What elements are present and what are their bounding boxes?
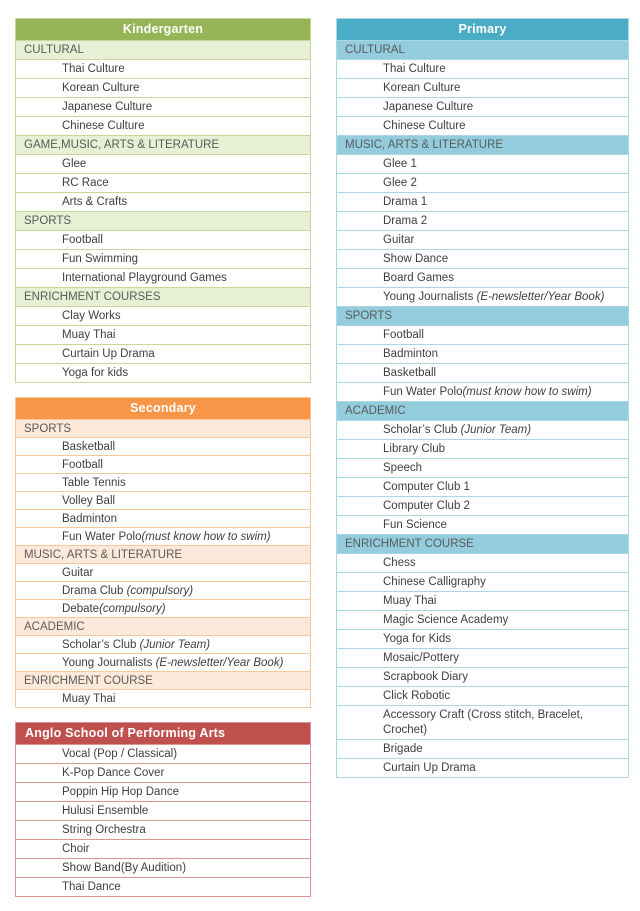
kindergarten-table	[15, 18, 311, 383]
activity-item	[337, 458, 628, 477]
activity-label: Basketball	[383, 367, 437, 379]
activity-item	[16, 455, 310, 473]
activity-note: (compulsory)	[126, 585, 194, 597]
activity-item	[16, 820, 310, 839]
activity-item	[16, 563, 310, 581]
activity-label: Football	[383, 329, 424, 341]
activity-item	[16, 363, 310, 382]
activity-note: (compulsory)	[99, 603, 166, 615]
activity-label: Glee 1	[383, 158, 417, 170]
left-column	[15, 18, 311, 911]
activity-label: Korean Culture	[62, 82, 140, 94]
activity-item	[337, 325, 628, 344]
activity-item	[337, 686, 628, 705]
activity-label: Thai Dance	[62, 881, 121, 893]
activity-label: Accessory Craft (Cross stitch, Bracelet, Crochet)	[383, 709, 584, 736]
activity-label: Scholar’s Club	[383, 424, 461, 436]
activity-item	[337, 667, 628, 686]
activity-label: Scholar’s Club	[62, 639, 140, 651]
activity-label: Show Band(By Audition)	[62, 862, 187, 874]
activity-label: Thai Culture	[62, 63, 125, 75]
activity-item	[337, 268, 628, 287]
activity-label: Chinese Calligraphy	[383, 576, 486, 588]
activity-note: (must know how to swim)	[462, 386, 592, 398]
activity-item	[337, 758, 628, 777]
activity-label: Japanese Culture	[62, 101, 153, 113]
activity-item	[16, 509, 310, 527]
activity-label: Korean Culture	[383, 82, 461, 94]
activity-item	[337, 496, 628, 515]
activity-label: Drama 2	[383, 215, 428, 227]
activity-item	[337, 439, 628, 458]
activity-label: K-Pop Dance Cover	[62, 767, 165, 779]
section-heading: ACADEMIC	[16, 617, 310, 635]
section-heading: ACADEMIC	[337, 401, 628, 420]
secondary-table	[15, 397, 311, 708]
activity-label: Board Games	[383, 272, 454, 284]
activity-label: Fun Swimming	[62, 253, 139, 265]
activity-item	[16, 653, 310, 671]
activity-label: Computer Club 2	[383, 500, 470, 512]
activity-item	[16, 689, 310, 707]
activity-item	[16, 839, 310, 858]
activity-item	[16, 249, 310, 268]
section-heading: SPORTS	[337, 306, 628, 325]
activity-item	[337, 230, 628, 249]
activity-item	[16, 97, 310, 116]
activity-label: Fun Water Polo	[383, 386, 463, 398]
activity-label: Volley Ball	[62, 495, 116, 507]
activity-label: Yoga for kids	[62, 367, 129, 379]
activity-item	[16, 763, 310, 782]
activity-item	[337, 515, 628, 534]
activity-item	[16, 268, 310, 287]
activity-item	[337, 363, 628, 382]
activity-item	[337, 648, 628, 667]
activity-label: Basketball	[62, 441, 116, 453]
activity-label: Debate	[62, 603, 100, 615]
activity-label: Drama 1	[383, 196, 428, 208]
activity-item	[337, 116, 628, 135]
activity-item	[337, 59, 628, 78]
activity-label: Arts & Crafts	[62, 196, 128, 208]
anglo-school-rows	[16, 744, 310, 896]
activity-label: Clay Works	[62, 310, 121, 322]
activity-label: Vocal (Pop / Classical)	[62, 748, 178, 760]
activity-item	[337, 211, 628, 230]
activity-label: Hulusi Ensemble	[62, 805, 149, 817]
activity-item	[337, 629, 628, 648]
activity-item	[337, 610, 628, 629]
activity-item	[337, 192, 628, 211]
right-column	[336, 18, 629, 792]
anglo-school-table	[15, 722, 311, 897]
secondary-rows	[16, 419, 310, 707]
activity-item	[16, 116, 310, 135]
section-heading: CULTURAL	[337, 40, 628, 59]
activity-label: Chinese Culture	[62, 120, 145, 132]
activity-label: Football	[62, 459, 103, 471]
activity-item	[16, 858, 310, 877]
section-heading: SPORTS	[16, 211, 310, 230]
activity-label: Japanese Culture	[383, 101, 474, 113]
activity-label: Chess	[383, 557, 416, 569]
activity-label: Muay Thai	[62, 693, 116, 705]
activity-label: Choir	[62, 843, 90, 855]
kindergarten-header: Kindergarten	[16, 19, 310, 40]
activity-item	[16, 173, 310, 192]
activity-item	[16, 877, 310, 896]
activity-label: Muay Thai	[62, 329, 116, 341]
primary-table	[336, 18, 629, 778]
activity-item	[337, 344, 628, 363]
activity-item	[16, 473, 310, 491]
activity-item	[16, 344, 310, 363]
activity-label: Fun Water Polo	[62, 531, 142, 543]
activity-label: Curtain Up Drama	[62, 348, 155, 360]
activity-label: Glee 2	[383, 177, 417, 189]
activity-label: Library Club	[383, 443, 445, 455]
activity-item	[16, 437, 310, 455]
activity-item	[16, 154, 310, 173]
section-heading: ENRICHMENT COURSE	[337, 534, 628, 553]
activity-item	[337, 705, 628, 739]
activity-item	[337, 591, 628, 610]
activity-item	[16, 527, 310, 545]
activity-label: Magic Science Academy	[383, 614, 509, 626]
activity-item	[337, 154, 628, 173]
activity-item	[337, 287, 628, 306]
activity-item	[16, 59, 310, 78]
anglo-school-header: Anglo School of Performing Arts	[16, 723, 310, 744]
activity-item	[337, 739, 628, 758]
activity-label: String Orchestra	[62, 824, 146, 836]
activity-note: (must know how to swim)	[141, 531, 271, 543]
activity-label: Fun Science	[383, 519, 447, 531]
section-heading: MUSIC, ARTS & LITERATURE	[16, 545, 310, 563]
activity-label: Football	[62, 234, 103, 246]
activity-label: Badminton	[383, 348, 438, 360]
activity-label: Young Journalists	[383, 291, 477, 303]
activity-label: Table Tennis	[62, 477, 126, 489]
activity-item	[337, 382, 628, 401]
section-heading: ENRICHMENT COURSE	[16, 671, 310, 689]
activity-label: Guitar	[383, 234, 415, 246]
activity-item	[337, 78, 628, 97]
activity-label: Guitar	[62, 567, 94, 579]
activity-label: Mosaic/Pottery	[383, 652, 460, 664]
section-heading: MUSIC, ARTS & LITERATURE	[337, 135, 628, 154]
activity-item	[16, 325, 310, 344]
activity-note: (E-newsletter/Year Book)	[476, 291, 605, 303]
primary-rows	[337, 40, 628, 777]
kindergarten-rows	[16, 40, 310, 382]
activity-item	[337, 572, 628, 591]
activity-item	[337, 420, 628, 439]
activity-label: International Playground Games	[62, 272, 227, 284]
activity-label: Show Dance	[383, 253, 449, 265]
activity-item	[16, 306, 310, 325]
activity-note: (Junior Team)	[460, 424, 532, 436]
activity-label: Poppin Hip Hop Dance	[62, 786, 179, 798]
activity-note: (Junior Team)	[139, 639, 211, 651]
activity-item	[16, 635, 310, 653]
activity-item	[337, 249, 628, 268]
activity-label: Badminton	[62, 513, 117, 525]
activity-item	[16, 78, 310, 97]
activity-label: Chinese Culture	[383, 120, 466, 132]
activity-item	[337, 553, 628, 572]
activity-label: Yoga for Kids	[383, 633, 451, 645]
activity-item	[337, 173, 628, 192]
activity-label: Curtain Up Drama	[383, 762, 476, 774]
activity-label: Muay Thai	[383, 595, 437, 607]
section-heading: SPORTS	[16, 419, 310, 437]
activity-label: RC Race	[62, 177, 109, 189]
section-heading: ENRICHMENT COURSES	[16, 287, 310, 306]
activity-label: Speech	[383, 462, 423, 474]
section-heading: GAME,MUSIC, ARTS & LITERATURE	[16, 135, 310, 154]
activity-item	[337, 477, 628, 496]
activity-item	[16, 192, 310, 211]
activity-item	[16, 491, 310, 509]
activity-label: Click Robotic	[383, 690, 451, 702]
activity-item	[16, 581, 310, 599]
primary-header: Primary	[337, 19, 628, 40]
activity-item	[16, 599, 310, 617]
activity-item	[337, 97, 628, 116]
activity-item	[16, 782, 310, 801]
activity-label: Drama Club	[62, 585, 127, 597]
activity-item	[16, 744, 310, 763]
activity-label: Computer Club 1	[383, 481, 470, 493]
activity-label: Brigade	[383, 743, 423, 755]
activity-item	[16, 230, 310, 249]
activity-note: (E-newsletter/Year Book)	[155, 657, 284, 669]
activity-label: Young Journalists	[62, 657, 156, 669]
section-heading: CULTURAL	[16, 40, 310, 59]
secondary-header: Secondary	[16, 398, 310, 419]
activity-label: Glee	[62, 158, 87, 170]
activity-label: Scrapbook Diary	[383, 671, 469, 683]
activity-item	[16, 801, 310, 820]
activity-label: Thai Culture	[383, 63, 446, 75]
